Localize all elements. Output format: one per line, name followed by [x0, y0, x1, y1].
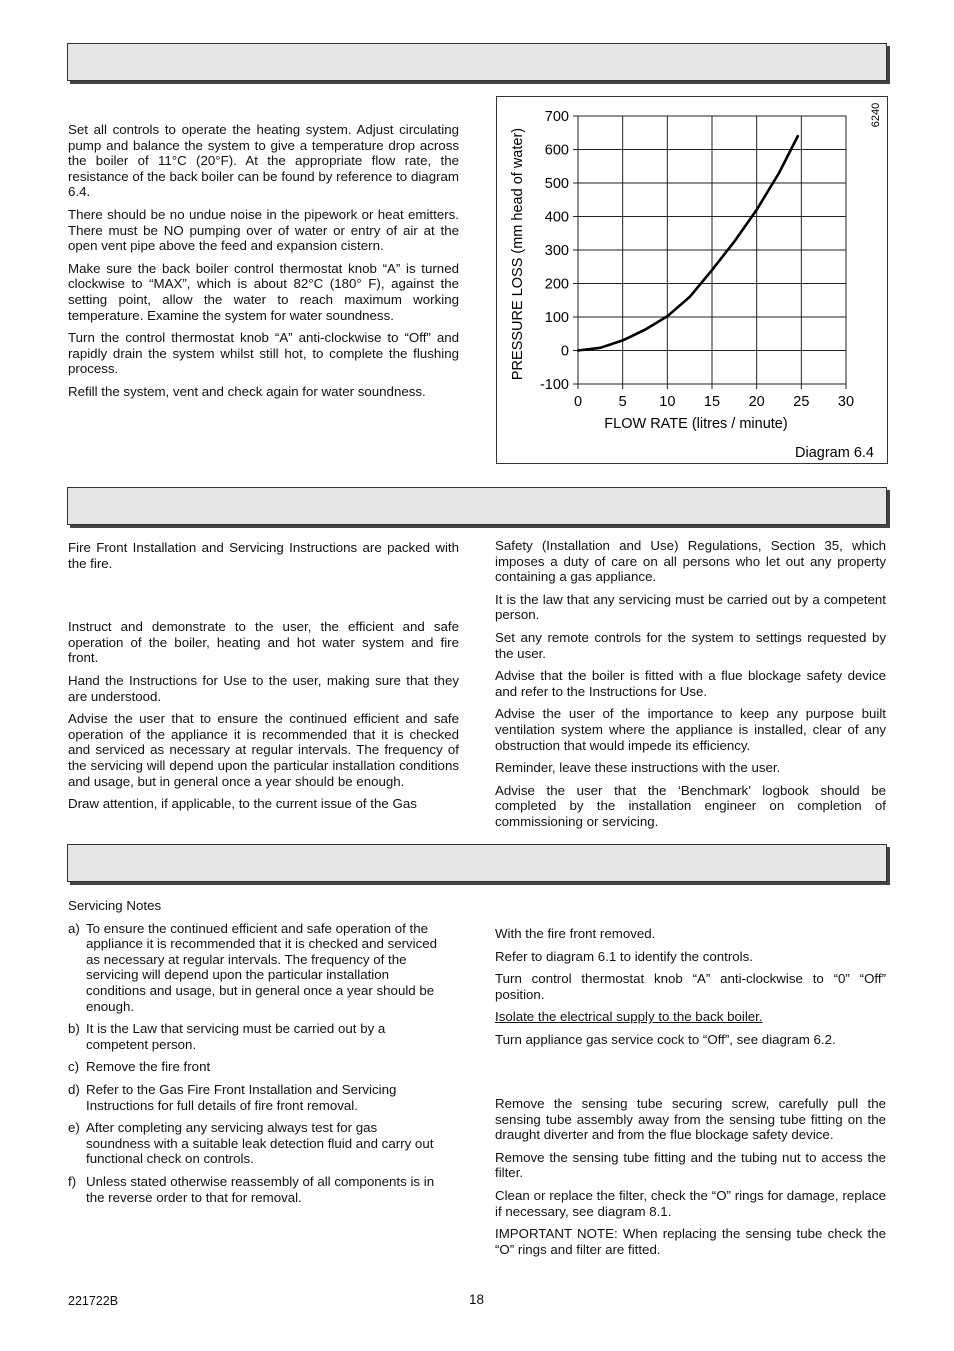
- paragraph: Hand the Instructions for Use to the user, making sure that they are understood.: [68, 672, 459, 704]
- x-tick-label: 30: [837, 394, 855, 410]
- paragraph: Remove the sensing tube securing screw, carefully pull the sensing tube assembly away from the sensing tube fitting on the draught diverter and from the flue blockage safety device.: [495, 1096, 886, 1143]
- y-tick-label: 200: [544, 276, 569, 293]
- paragraph: It is the law that any servicing must be carried out by a competent person.: [495, 591, 886, 623]
- section-header-bar-3: [67, 844, 887, 882]
- list-letter: d): [68, 1081, 80, 1097]
- list-item: [68, 921, 440, 1015]
- section-header-bar-1: [67, 43, 887, 81]
- paragraph: Advise the user that the ‘Benchmark’ logbook should be completed by the installation engineer on completion of commissioning or servicing.: [495, 782, 886, 829]
- list-letter: c): [68, 1059, 80, 1075]
- list-text: Unless stated otherwise reassembly of all components is in the reverse order to that for removal.: [86, 1173, 435, 1205]
- list-text: Remove the fire front: [86, 1059, 211, 1075]
- page-number: 18: [469, 1292, 485, 1307]
- list-item: [68, 1021, 440, 1052]
- x-tick-label: 20: [748, 394, 765, 410]
- list-letter: b): [68, 1021, 80, 1037]
- paragraph: Advise that the boiler is fitted with a flue blockage safety device and refer to the Instructions for Use.: [495, 668, 886, 699]
- paragraph: Turn the control thermostat knob “A” anti-clockwise to “Off” and rapidly drain the system whilst still hot, to complete the flushing process.: [68, 330, 459, 377]
- list-text: After completing any servicing always test for gas soundness with a suitable leak detection fluid and carry out functional check on controls.: [86, 1120, 434, 1167]
- paragraph: IMPORTANT NOTE: When replacing the sensing tube check the “O” rings and filter are fitted.: [495, 1226, 886, 1257]
- list-text: To ensure the continued efficient and safe operation of the appliance it is recommended that it is checked and serviced as necessary at regular intervals. The frequency of the servicing will depend upon the particular installation conditions and usage, but in general once a year should be enough.: [86, 920, 438, 1014]
- paragraph: Reminder, leave these instructions with the user.: [495, 760, 781, 776]
- list-item: [68, 1174, 440, 1205]
- paragraph: Remove the sensing tube fitting and the tubing nut to access the filter.: [495, 1149, 886, 1181]
- section2-right: [495, 538, 886, 837]
- section-header-bar-2: [67, 487, 887, 525]
- x-tick-label: 0: [573, 394, 583, 410]
- paragraph: Turn appliance gas service cock to “Off”, see diagram 6.2.: [495, 1031, 836, 1047]
- y-tick-label: 500: [544, 176, 569, 192]
- list-text: Refer to the Gas Fire Front Installation and Servicing Instructions for full details of fire front removal.: [86, 1081, 397, 1113]
- paragraph: Advise the user of the importance to keep any purpose built ventilation system where the appliance is installed, clear of any obstruction that would impede its efficiency.: [495, 706, 886, 753]
- y-tick-label: 0: [560, 343, 569, 360]
- paragraph: With the fire front removed.: [495, 926, 656, 941]
- y-tick-label: 700: [544, 109, 569, 125]
- section3-right-b: [495, 1096, 886, 1264]
- servicing-notes-title: Servicing Notes: [68, 898, 162, 913]
- y-tick-label: -100: [539, 377, 569, 393]
- paragraph: Set all controls to operate the heating system. Adjust circulating pump and balance the system to give a temperature drop across the boiler of 11°C (20°F). At the appropriate flow rate, the resistance of the back boiler can be found by reference to diagram 6.4.: [68, 122, 459, 200]
- y-tick-label: 400: [544, 209, 569, 226]
- section3-right-a: [495, 926, 886, 1055]
- figure-code: 6240: [870, 102, 882, 128]
- paragraph: Set any remote controls for the system to settings requested by the user.: [495, 629, 886, 661]
- x-tick-label: 5: [618, 394, 627, 410]
- list-letter: f): [68, 1173, 77, 1189]
- x-axis-label: FLOW RATE (litres / minute): [604, 416, 788, 432]
- paragraph: Refer to diagram 6.1 to identify the controls.: [495, 948, 753, 964]
- x-tick-label: 10: [659, 394, 676, 410]
- list-item: [68, 1059, 440, 1075]
- x-tick-label: 15: [703, 394, 721, 410]
- paragraph: Safety (Installation and Use) Regulations, Section 35, which imposes a duty of care on all persons who let out any property containing a gas appliance.: [495, 538, 886, 585]
- chart-caption: Diagram 6.4: [795, 445, 874, 461]
- list-text: It is the Law that servicing must be carried out by a competent person.: [86, 1021, 386, 1052]
- y-tick-label: 300: [544, 243, 569, 259]
- list-letter: e): [68, 1120, 80, 1136]
- list-item: [68, 1082, 440, 1113]
- section1-text: [68, 122, 459, 407]
- list-item: [68, 1120, 440, 1167]
- paragraph: Make sure the back boiler control thermostat knob “A” is turned clockwise to “MAX”, which is about 82°C (180° F), against the setting point, allow the water to reach maximum working temperature. Examine the system for water soundness.: [68, 260, 459, 323]
- y-axis-label: PRESSURE LOSS (mm head of water): [510, 127, 526, 381]
- section2-left: [68, 540, 459, 819]
- paragraph: Clean or replace the filter, check the “O” rings for damage, replace if necessary, see diagram 8.1.: [495, 1187, 886, 1219]
- doc-number: 221722B: [68, 1294, 119, 1308]
- list-letter: a): [68, 920, 80, 936]
- x-tick-label: 25: [793, 394, 810, 410]
- paragraph-underlined: Isolate the electrical supply to the back boiler.: [495, 1009, 763, 1025]
- paragraph: There should be no undue noise in the pipework or heat emitters. There must be NO pumping over of water or entry of air at the open vent pipe above the feed and expansion cistern.: [68, 206, 459, 254]
- paragraph: Draw attention, if applicable, to the current issue of the Gas: [68, 796, 417, 812]
- y-tick-label: 100: [544, 310, 569, 326]
- series-line: [578, 136, 798, 350]
- paragraph: Instruct and demonstrate to the user, the efficient and safe operation of the boiler, heating and hot water system and fire front.: [68, 619, 459, 666]
- pressure-loss-chart: [496, 96, 888, 464]
- paragraph: Refill the system, vent and check again for water soundness.: [68, 383, 426, 399]
- section3-left: [68, 898, 440, 1212]
- paragraph: Advise the user that to ensure the continued efficient and safe operation of the appliance it is recommended that it is checked and serviced as necessary at regular intervals. The frequency of the servicing will depend upon the particular installation conditions and usage, but in general once a year should be enough.: [68, 711, 459, 789]
- paragraph: Fire Front Installation and Servicing Instructions are packed with the fire.: [68, 540, 459, 571]
- y-tick-label: 600: [544, 142, 569, 159]
- chart-svg: [497, 97, 887, 463]
- paragraph: Turn control thermostat knob “A” anti-clockwise to “0” “Off” position.: [495, 971, 886, 1002]
